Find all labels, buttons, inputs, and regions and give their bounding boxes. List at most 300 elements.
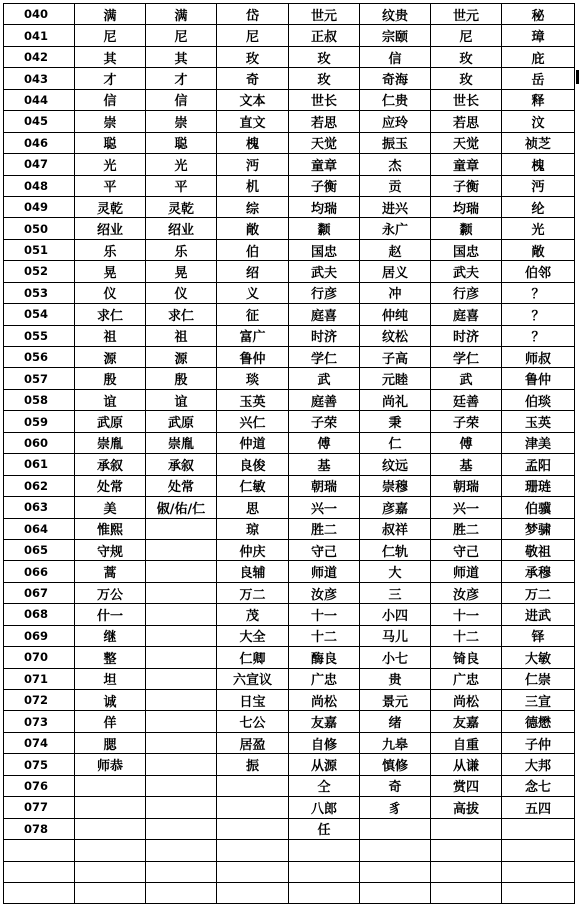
generation-number-cell: 050 bbox=[4, 218, 75, 239]
name-cell bbox=[502, 840, 575, 861]
name-cell: 世元 bbox=[289, 4, 360, 25]
name-cell: 振玉 bbox=[360, 132, 431, 153]
name-cell bbox=[217, 840, 289, 861]
name-cell: 槐 bbox=[502, 154, 575, 175]
name-cell: 纹远 bbox=[360, 454, 431, 475]
name-cell: 尼 bbox=[431, 25, 502, 46]
name-cell: 鲁仲 bbox=[217, 347, 289, 368]
name-cell: 崇穆 bbox=[360, 475, 431, 496]
name-cell: 武 bbox=[289, 368, 360, 389]
name-cell: 庭善 bbox=[289, 389, 360, 410]
table-row bbox=[4, 218, 575, 239]
table-row bbox=[4, 797, 575, 818]
name-cell: 仁贵 bbox=[360, 89, 431, 110]
name-cell: 胜二 bbox=[289, 518, 360, 539]
name-cell: 良辅 bbox=[217, 561, 289, 582]
name-cell: 仁卿 bbox=[217, 647, 289, 668]
name-cell: 师道 bbox=[289, 561, 360, 582]
name-cell: 师道 bbox=[431, 561, 502, 582]
name-cell: 源 bbox=[75, 347, 146, 368]
name-cell: 仁 bbox=[360, 432, 431, 453]
name-cell: 天觉 bbox=[431, 132, 502, 153]
name-cell: 信 bbox=[75, 89, 146, 110]
name-cell bbox=[146, 732, 217, 753]
generation-number-cell: 059 bbox=[4, 411, 75, 432]
name-cell: 守己 bbox=[289, 539, 360, 560]
name-cell: 慎修 bbox=[360, 754, 431, 775]
generation-number-cell: 062 bbox=[4, 475, 75, 496]
table-row bbox=[4, 861, 575, 882]
name-cell: 谊 bbox=[146, 389, 217, 410]
name-cell: 国忠 bbox=[289, 239, 360, 260]
name-cell: 若思 bbox=[431, 111, 502, 132]
name-cell: 进兴 bbox=[360, 196, 431, 217]
name-cell: 敞 bbox=[502, 239, 575, 260]
generation-number-cell: 072 bbox=[4, 690, 75, 711]
table-row bbox=[4, 261, 575, 282]
name-cell bbox=[146, 754, 217, 775]
generation-number-cell: 071 bbox=[4, 668, 75, 689]
name-cell: 仁轨 bbox=[360, 539, 431, 560]
generation-number-cell: 061 bbox=[4, 454, 75, 475]
name-cell: 思 bbox=[217, 497, 289, 518]
name-cell: 守规 bbox=[75, 539, 146, 560]
name-cell: 伯邻 bbox=[502, 261, 575, 282]
generation-number-cell: 064 bbox=[4, 518, 75, 539]
name-cell: 仁敏 bbox=[217, 475, 289, 496]
name-cell bbox=[75, 861, 146, 882]
table-row bbox=[4, 111, 575, 132]
name-cell: 信 bbox=[146, 89, 217, 110]
name-cell: 奇 bbox=[360, 775, 431, 796]
generation-number-cell: 051 bbox=[4, 239, 75, 260]
name-cell: 八郎 bbox=[289, 797, 360, 818]
name-cell: 玫 bbox=[431, 68, 502, 89]
name-cell: 时济 bbox=[289, 325, 360, 346]
name-cell: 基 bbox=[289, 454, 360, 475]
name-cell: 世元 bbox=[431, 4, 502, 25]
table-row bbox=[4, 154, 575, 175]
name-cell: 胜二 bbox=[431, 518, 502, 539]
name-cell: 庭喜 bbox=[289, 304, 360, 325]
name-cell bbox=[431, 882, 502, 903]
generation-number-cell: 075 bbox=[4, 754, 75, 775]
name-cell bbox=[502, 818, 575, 839]
generation-number-cell: 068 bbox=[4, 604, 75, 625]
table-row bbox=[4, 518, 575, 539]
generation-number-cell: 055 bbox=[4, 325, 75, 346]
name-cell: 仝 bbox=[289, 775, 360, 796]
name-cell: 绍业 bbox=[75, 218, 146, 239]
name-cell: 广忠 bbox=[289, 668, 360, 689]
table-row bbox=[4, 4, 575, 25]
name-cell: 沔 bbox=[217, 154, 289, 175]
name-cell: 均瑞 bbox=[289, 196, 360, 217]
name-cell: 元睦 bbox=[360, 368, 431, 389]
name-cell: 彦嘉 bbox=[360, 497, 431, 518]
name-cell bbox=[360, 861, 431, 882]
name-cell bbox=[502, 861, 575, 882]
name-cell: 孟阳 bbox=[502, 454, 575, 475]
name-cell: 信 bbox=[360, 46, 431, 67]
name-cell: 光 bbox=[146, 154, 217, 175]
generation-number-cell: 047 bbox=[4, 154, 75, 175]
name-cell: 义 bbox=[217, 282, 289, 303]
name-cell: 琰 bbox=[217, 368, 289, 389]
name-cell: 处常 bbox=[75, 475, 146, 496]
table-body bbox=[4, 4, 575, 904]
name-cell: 十二 bbox=[431, 625, 502, 646]
name-cell: 颣 bbox=[289, 218, 360, 239]
name-cell: 守己 bbox=[431, 539, 502, 560]
name-cell: 茂 bbox=[217, 604, 289, 625]
table-row bbox=[4, 539, 575, 560]
name-cell bbox=[431, 818, 502, 839]
name-cell: 从源 bbox=[289, 754, 360, 775]
name-cell: 大全 bbox=[217, 625, 289, 646]
table-row bbox=[4, 818, 575, 839]
table-row bbox=[4, 732, 575, 753]
name-cell: 万二 bbox=[217, 582, 289, 603]
name-cell: 奇 bbox=[217, 68, 289, 89]
name-cell: 殷 bbox=[146, 368, 217, 389]
name-cell: 满 bbox=[75, 4, 146, 25]
name-cell: 杰 bbox=[360, 154, 431, 175]
table-row bbox=[4, 625, 575, 646]
name-cell: 纹松 bbox=[360, 325, 431, 346]
table-row bbox=[4, 561, 575, 582]
table-row bbox=[4, 475, 575, 496]
table-row bbox=[4, 368, 575, 389]
name-cell: 津美 bbox=[502, 432, 575, 453]
name-cell: 才 bbox=[146, 68, 217, 89]
name-cell bbox=[146, 604, 217, 625]
name-cell: 综 bbox=[217, 196, 289, 217]
name-cell: 蒿 bbox=[75, 561, 146, 582]
name-cell: 子仲 bbox=[502, 732, 575, 753]
table-row bbox=[4, 690, 575, 711]
generation-number-cell: 078 bbox=[4, 818, 75, 839]
generation-number-cell: 073 bbox=[4, 711, 75, 732]
name-cell: 十二 bbox=[289, 625, 360, 646]
table-row bbox=[4, 711, 575, 732]
name-cell: 九皋 bbox=[360, 732, 431, 753]
genealogy-table bbox=[3, 3, 575, 904]
name-cell: 其 bbox=[146, 46, 217, 67]
generation-number-cell: 076 bbox=[4, 775, 75, 796]
generation-number-cell: 065 bbox=[4, 539, 75, 560]
name-cell bbox=[146, 797, 217, 818]
generation-number-cell: 043 bbox=[4, 68, 75, 89]
name-cell: 子高 bbox=[360, 347, 431, 368]
name-cell: 仪 bbox=[75, 282, 146, 303]
table-row bbox=[4, 882, 575, 903]
generation-number-cell bbox=[4, 861, 75, 882]
name-cell: 玉英 bbox=[502, 411, 575, 432]
name-cell: 尼 bbox=[75, 25, 146, 46]
name-cell: 求仁 bbox=[146, 304, 217, 325]
table-row bbox=[4, 668, 575, 689]
name-cell: 傅 bbox=[289, 432, 360, 453]
name-cell: 尼 bbox=[217, 25, 289, 46]
generation-number-cell: 066 bbox=[4, 561, 75, 582]
table-row bbox=[4, 411, 575, 432]
generation-number-cell bbox=[4, 882, 75, 903]
name-cell bbox=[146, 882, 217, 903]
name-cell: 汝彦 bbox=[289, 582, 360, 603]
name-cell: 贵 bbox=[360, 668, 431, 689]
name-cell: 万公 bbox=[75, 582, 146, 603]
table-row bbox=[4, 325, 575, 346]
name-cell: 颣 bbox=[431, 218, 502, 239]
name-cell: 学仁 bbox=[431, 347, 502, 368]
edge-marker bbox=[576, 70, 579, 84]
name-cell bbox=[75, 818, 146, 839]
name-cell: 十一 bbox=[289, 604, 360, 625]
table-row bbox=[4, 282, 575, 303]
name-cell bbox=[289, 882, 360, 903]
name-cell: 继 bbox=[75, 625, 146, 646]
name-cell: 自修 bbox=[289, 732, 360, 753]
generation-number-cell: 044 bbox=[4, 89, 75, 110]
name-cell bbox=[217, 882, 289, 903]
name-cell: 天觉 bbox=[289, 132, 360, 153]
name-cell: 三宣 bbox=[502, 690, 575, 711]
name-cell bbox=[146, 518, 217, 539]
name-cell: 珊琏 bbox=[502, 475, 575, 496]
table-row bbox=[4, 754, 575, 775]
name-cell: 处常 bbox=[146, 475, 217, 496]
name-cell: 童章 bbox=[431, 154, 502, 175]
name-cell: 汝彦 bbox=[431, 582, 502, 603]
name-cell: 惟熙 bbox=[75, 518, 146, 539]
name-cell: 应玲 bbox=[360, 111, 431, 132]
name-cell: 岱 bbox=[217, 4, 289, 25]
name-cell: 绍 bbox=[217, 261, 289, 282]
name-cell: 小七 bbox=[360, 647, 431, 668]
name-cell: 整 bbox=[75, 647, 146, 668]
table-row bbox=[4, 647, 575, 668]
name-cell: 琼 bbox=[217, 518, 289, 539]
name-cell: 谊 bbox=[75, 389, 146, 410]
name-cell: 俶/佑/仁 bbox=[146, 497, 217, 518]
name-cell: 秘 bbox=[502, 4, 575, 25]
name-cell: 富广 bbox=[217, 325, 289, 346]
generation-number-cell: 041 bbox=[4, 25, 75, 46]
name-cell: 赵 bbox=[360, 239, 431, 260]
name-cell: 祖 bbox=[146, 325, 217, 346]
name-cell: 玉英 bbox=[217, 389, 289, 410]
name-cell: 殷 bbox=[75, 368, 146, 389]
name-cell: 居盈 bbox=[217, 732, 289, 753]
name-cell: 槐 bbox=[217, 132, 289, 153]
generation-number-cell: 077 bbox=[4, 797, 75, 818]
name-cell bbox=[502, 882, 575, 903]
name-cell: 兴一 bbox=[289, 497, 360, 518]
table-row bbox=[4, 347, 575, 368]
name-cell: 子衡 bbox=[289, 175, 360, 196]
name-cell: 文本 bbox=[217, 89, 289, 110]
name-cell: 武夫 bbox=[289, 261, 360, 282]
name-cell: 璋 bbox=[502, 25, 575, 46]
generation-number-cell: 057 bbox=[4, 368, 75, 389]
name-cell: 平 bbox=[146, 175, 217, 196]
name-cell: 宗颐 bbox=[360, 25, 431, 46]
name-cell: 承叙 bbox=[146, 454, 217, 475]
name-cell: 赏四 bbox=[431, 775, 502, 796]
name-cell: 光 bbox=[75, 154, 146, 175]
name-cell: 德懋 bbox=[502, 711, 575, 732]
name-cell: 机 bbox=[217, 175, 289, 196]
name-cell bbox=[146, 539, 217, 560]
table-row bbox=[4, 454, 575, 475]
name-cell: 汶 bbox=[502, 111, 575, 132]
name-cell: 武原 bbox=[75, 411, 146, 432]
name-cell: 锜良 bbox=[431, 647, 502, 668]
name-cell: 仲庆 bbox=[217, 539, 289, 560]
generation-number-cell: 046 bbox=[4, 132, 75, 153]
name-cell: 伯琰 bbox=[502, 389, 575, 410]
name-cell: 日宝 bbox=[217, 690, 289, 711]
name-cell bbox=[146, 861, 217, 882]
table-row bbox=[4, 604, 575, 625]
generation-number-cell: 074 bbox=[4, 732, 75, 753]
name-cell: 伯 bbox=[217, 239, 289, 260]
name-cell: 秉 bbox=[360, 411, 431, 432]
name-cell: 承叙 bbox=[75, 454, 146, 475]
generation-number-cell: 052 bbox=[4, 261, 75, 282]
name-cell: 自重 bbox=[431, 732, 502, 753]
name-cell: 庭喜 bbox=[431, 304, 502, 325]
table-row bbox=[4, 389, 575, 410]
generation-number-cell: 070 bbox=[4, 647, 75, 668]
name-cell: 大邦 bbox=[502, 754, 575, 775]
name-cell: 学仁 bbox=[289, 347, 360, 368]
table-row bbox=[4, 68, 575, 89]
table-row bbox=[4, 775, 575, 796]
name-cell: 叔祥 bbox=[360, 518, 431, 539]
name-cell: 崇 bbox=[146, 111, 217, 132]
name-cell bbox=[146, 582, 217, 603]
name-cell: 仲纯 bbox=[360, 304, 431, 325]
name-cell: 三 bbox=[360, 582, 431, 603]
name-cell: 源 bbox=[146, 347, 217, 368]
generation-number-cell: 060 bbox=[4, 432, 75, 453]
name-cell bbox=[360, 882, 431, 903]
name-cell: 庇 bbox=[502, 46, 575, 67]
name-cell: 岳 bbox=[502, 68, 575, 89]
table-row bbox=[4, 304, 575, 325]
name-cell: 仲道 bbox=[217, 432, 289, 453]
name-cell: 其 bbox=[75, 46, 146, 67]
name-cell: 伯骥 bbox=[502, 497, 575, 518]
name-cell bbox=[75, 775, 146, 796]
name-cell: 景元 bbox=[360, 690, 431, 711]
name-cell: 良俊 bbox=[217, 454, 289, 475]
name-cell: 佯 bbox=[75, 711, 146, 732]
generation-number-cell: 040 bbox=[4, 4, 75, 25]
generation-number-cell: 069 bbox=[4, 625, 75, 646]
name-cell: 友嘉 bbox=[289, 711, 360, 732]
name-cell: 小四 bbox=[360, 604, 431, 625]
name-cell bbox=[217, 797, 289, 818]
name-cell: 子衡 bbox=[431, 175, 502, 196]
name-cell bbox=[217, 861, 289, 882]
name-cell bbox=[360, 818, 431, 839]
table-row bbox=[4, 132, 575, 153]
name-cell: 才 bbox=[75, 68, 146, 89]
name-cell: 行彦 bbox=[431, 282, 502, 303]
name-cell: 进武 bbox=[502, 604, 575, 625]
name-cell bbox=[360, 840, 431, 861]
name-cell: 永广 bbox=[360, 218, 431, 239]
name-cell: 贡 bbox=[360, 175, 431, 196]
name-cell: 朝瑞 bbox=[289, 475, 360, 496]
name-cell bbox=[146, 690, 217, 711]
name-cell: 七公 bbox=[217, 711, 289, 732]
name-cell: 高拔 bbox=[431, 797, 502, 818]
name-cell: 世长 bbox=[431, 89, 502, 110]
name-cell bbox=[146, 625, 217, 646]
name-cell: 大 bbox=[360, 561, 431, 582]
name-cell: 基 bbox=[431, 454, 502, 475]
name-cell: 玫 bbox=[217, 46, 289, 67]
name-cell: 万二 bbox=[502, 582, 575, 603]
name-cell: 坦 bbox=[75, 668, 146, 689]
name-cell bbox=[431, 861, 502, 882]
name-cell: 兴仁 bbox=[217, 411, 289, 432]
name-cell: 友嘉 bbox=[431, 711, 502, 732]
name-cell bbox=[217, 818, 289, 839]
generation-number-cell: 056 bbox=[4, 347, 75, 368]
name-cell: 晃 bbox=[146, 261, 217, 282]
name-cell: 灵乾 bbox=[75, 196, 146, 217]
name-cell: 腮 bbox=[75, 732, 146, 753]
name-cell: 征 bbox=[217, 304, 289, 325]
name-cell bbox=[289, 840, 360, 861]
name-cell: 十一 bbox=[431, 604, 502, 625]
name-cell bbox=[75, 840, 146, 861]
name-cell: 鲁仲 bbox=[502, 368, 575, 389]
name-cell: 祯芝 bbox=[502, 132, 575, 153]
generation-number-cell: 049 bbox=[4, 196, 75, 217]
name-cell bbox=[146, 668, 217, 689]
name-cell: 兴一 bbox=[431, 497, 502, 518]
name-cell: 美 bbox=[75, 497, 146, 518]
name-cell: 居义 bbox=[360, 261, 431, 282]
name-cell: 尚松 bbox=[289, 690, 360, 711]
name-cell: 光 bbox=[502, 218, 575, 239]
name-cell bbox=[146, 647, 217, 668]
name-cell: 武夫 bbox=[431, 261, 502, 282]
name-cell: 子荣 bbox=[289, 411, 360, 432]
name-cell: 国忠 bbox=[431, 239, 502, 260]
name-cell: 振 bbox=[217, 754, 289, 775]
name-cell: 玫 bbox=[431, 46, 502, 67]
name-cell: 尚松 bbox=[431, 690, 502, 711]
name-cell: 绍业 bbox=[146, 218, 217, 239]
name-cell: 满 bbox=[146, 4, 217, 25]
generation-number-cell: 042 bbox=[4, 46, 75, 67]
name-cell bbox=[146, 840, 217, 861]
name-cell bbox=[146, 711, 217, 732]
name-cell: 念七 bbox=[502, 775, 575, 796]
name-cell: 诚 bbox=[75, 690, 146, 711]
name-cell: 求仁 bbox=[75, 304, 146, 325]
name-cell: ？ bbox=[502, 325, 575, 346]
generation-number-cell: 048 bbox=[4, 175, 75, 196]
generation-number-cell: 063 bbox=[4, 497, 75, 518]
